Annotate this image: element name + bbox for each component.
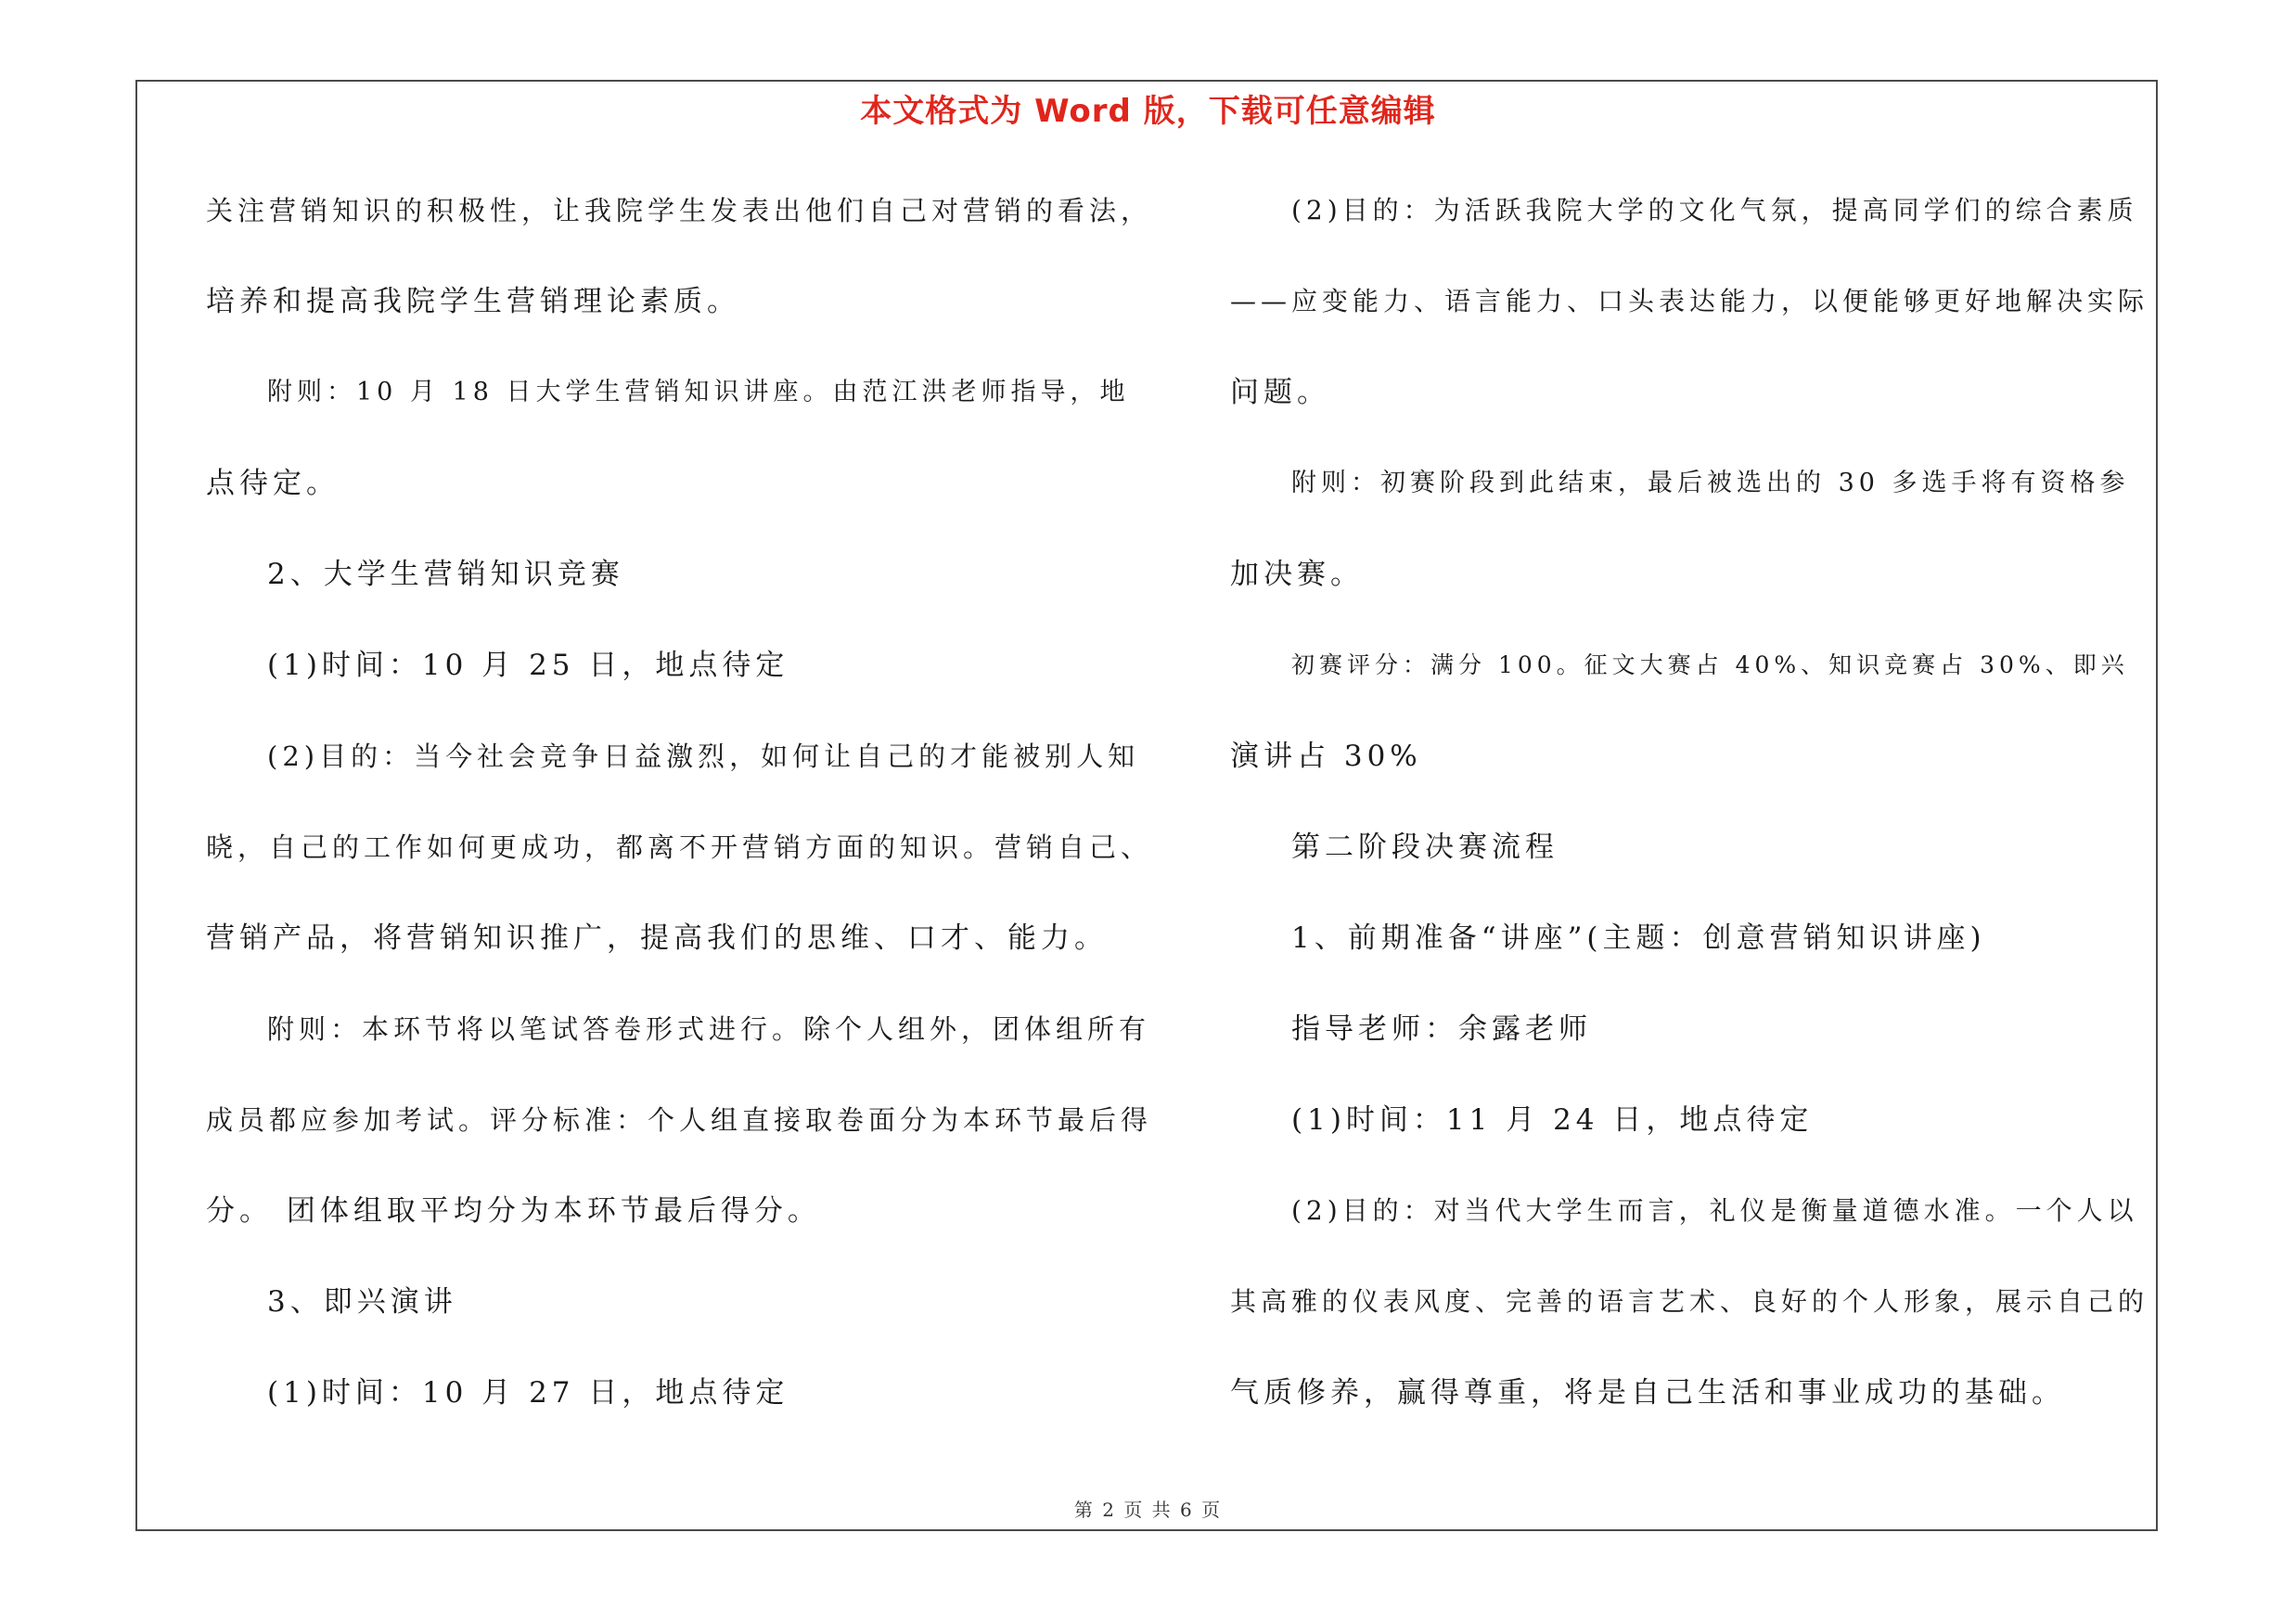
text-line: 附则：10 月 18 日大学生营销知识讲座。由范江洪老师指导，地 bbox=[267, 378, 1130, 406]
text-line: 问题。 bbox=[1230, 376, 1330, 409]
text-line: ——应变能力、语言能力、口头表达能力，以便能够更好地解决实际 bbox=[1230, 286, 2149, 316]
text-line: (2)目的：当今社会竞争日益激烈，如何让自己的才能被别人知 bbox=[267, 741, 1140, 772]
left-column bbox=[206, 0, 1152, 1623]
section-heading: 3、即兴演讲 bbox=[267, 1285, 457, 1319]
text-line: 气质修养，赢得尊重，将是自己生活和事业成功的基础。 bbox=[1230, 1376, 2065, 1410]
section-heading: 2、大学生营销知识竞赛 bbox=[267, 558, 624, 591]
text-line: 点待定。 bbox=[206, 467, 340, 500]
text-line: 附则：本环节将以笔试答卷形式进行。除个人组外，团体组所有 bbox=[267, 1013, 1151, 1045]
page-number: 第 2 页 共 6 页 bbox=[1073, 1499, 1223, 1521]
text-line: (2)目的：为活跃我院大学的文化气氛，提高同学们的综合素质 bbox=[1291, 195, 2138, 225]
text-line: 营销产品，将营销知识推广，提高我们的思维、口才、能力。 bbox=[206, 921, 1108, 955]
text-line: 其高雅的仪表风度、完善的语言艺术、良好的个人形象，展示自己的 bbox=[1230, 1286, 2149, 1317]
text-line: 加决赛。 bbox=[1230, 558, 1364, 591]
text-line: (1)时间：11 月 24 日，地点待定 bbox=[1291, 1103, 1814, 1137]
section-heading: 1、前期准备“讲座”(主题：创意营销知识讲座) bbox=[1291, 921, 1986, 955]
text-line: 附则：初赛阶段到此结束，最后被选出的 30 多选手将有资格参 bbox=[1291, 469, 2130, 497]
text-line: 指导老师：余露老师 bbox=[1291, 1012, 1592, 1046]
text-line: (2)目的：对当代大学生而言，礼仪是衡量道德水准。一个人以 bbox=[1291, 1195, 2138, 1226]
text-line: 培养和提高我院学生营销理论素质。 bbox=[206, 285, 740, 318]
right-column bbox=[1230, 0, 2152, 1623]
text-line: 演讲占 30% bbox=[1230, 740, 1422, 773]
text-line: (1)时间：10 月 27 日，地点待定 bbox=[267, 1376, 789, 1410]
text-line: 成员都应参加考试。评分标准：个人组直接取卷面分为本环节最后得 bbox=[206, 1104, 1153, 1136]
text-line: 分。 团体组取平均分为本环节最后得分。 bbox=[206, 1194, 821, 1228]
text-line: 关注营销知识的积极性，让我院学生发表出他们自己对营销的看法， bbox=[206, 195, 1153, 226]
text-line: (1)时间：10 月 25 日，地点待定 bbox=[267, 649, 789, 682]
format-banner: 本文格式为 Word 版，下载可任意编辑 bbox=[860, 93, 1436, 130]
text-line: 晓，自己的工作如何更成功，都离不开营销方面的知识。营销自己、 bbox=[206, 831, 1153, 863]
text-line: 初赛评分：满分 100。征文大赛占 40%、知识竞赛占 30%、即兴 bbox=[1291, 651, 2129, 678]
section-heading: 第二阶段决赛流程 bbox=[1291, 831, 1558, 864]
